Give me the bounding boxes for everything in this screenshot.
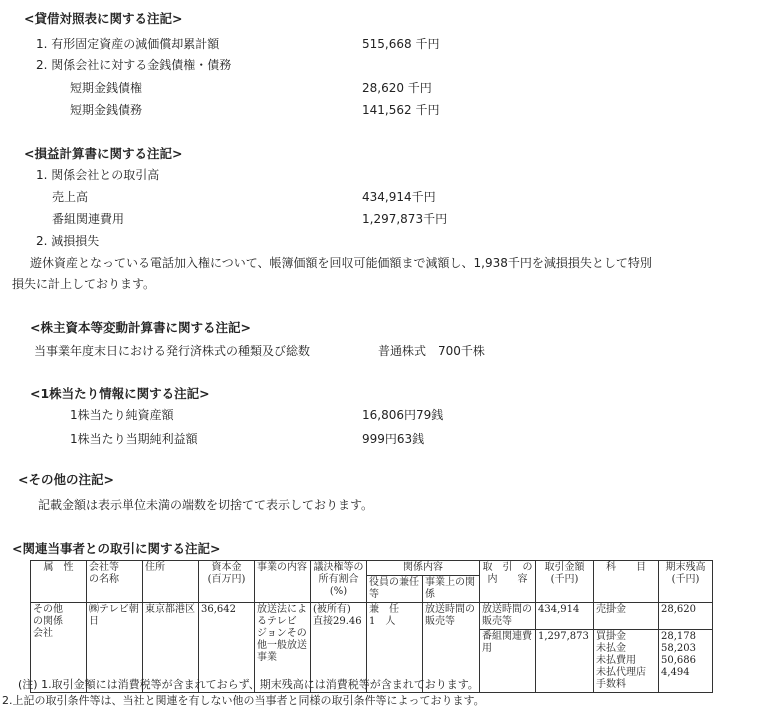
bs-sub2-label: 短期金銭債務 <box>70 103 143 117</box>
pershare-row1-value: 16,806円79銭 <box>362 408 444 422</box>
cell-account-1: 売掛金 <box>594 603 659 630</box>
cell-business-relation: 放送時間の 販売等 <box>423 603 480 693</box>
related-party-table-wrap <box>30 560 713 693</box>
pl-sub1-value: 434,914千円 <box>362 190 436 204</box>
equity-label: 当事業年度末日における発行済株式の種類及び総数 <box>34 344 311 358</box>
pershare-heading: <1株当たり情報に関する注記> <box>30 386 210 401</box>
cell-transaction-1: 放送時間の 販売等 <box>480 603 536 630</box>
header-relation: 関係内容 <box>367 561 480 576</box>
pl-paragraph-line1: 遊休資産となっている電話加入権について、帳簿価額を回収可能価額まで減額し、1,938千円を減損損失として特別 <box>30 256 652 270</box>
header-amount: 取引金額 (千円) <box>536 561 594 603</box>
header-officer: 役員の兼任 等 <box>367 576 423 603</box>
pl-sub1-label: 売上高 <box>52 190 89 204</box>
related-note-1: (注) 1.取引金額には消費税等が含まれておらず、期末残高には消費税等が含まれております。 <box>18 678 479 691</box>
table-header-row-1 <box>31 561 713 576</box>
bs-sub1-label: 短期金銭債権 <box>70 81 143 95</box>
cell-capital: 36,642 <box>199 603 255 693</box>
header-balance: 期末残高 (千円) <box>659 561 713 603</box>
bs-item1-value: 515,668 千円 <box>362 37 440 51</box>
cell-amount-2: 1,297,873 <box>536 630 594 693</box>
header-company-name: 会社等 の名称 <box>87 561 143 603</box>
pl-sub2-label: 番組関連費用 <box>52 212 125 226</box>
pl-paragraph-line2: 損失に計上しております。 <box>12 277 156 291</box>
cell-balance-1: 28,620 <box>659 603 713 630</box>
header-account: 科 目 <box>594 561 659 603</box>
header-attribute: 属 性 <box>31 561 87 603</box>
cell-company-name: ㈱テレビ朝 日 <box>87 603 143 693</box>
related-party-table <box>30 560 713 693</box>
pl-heading: <損益計算書に関する注記> <box>24 146 183 161</box>
bs-heading: <貸借対照表に関する注記> <box>24 11 183 26</box>
cell-business: 放送法によ るテレビ ジョンその 他一般放送 事業 <box>255 603 311 693</box>
cell-amount-1: 434,914 <box>536 603 594 630</box>
related-note-2: 2.上記の取引条件等は、当社と関連を有しない他の当事者と同様の取引条件等によっております。 <box>2 694 485 707</box>
header-business: 事業の内容 <box>255 561 311 603</box>
bs-sub1-value: 28,620 千円 <box>362 81 432 95</box>
header-transaction: 取 引 の 内 容 <box>480 561 536 603</box>
pershare-row2-label: 1株当たり当期純利益額 <box>70 432 198 446</box>
cell-address: 東京都港区 <box>143 603 199 693</box>
bs-sub2-value: 141,562 千円 <box>362 103 440 117</box>
cell-officer: 兼 任 1 人 <box>367 603 423 693</box>
header-capital: 資本金 (百万円) <box>199 561 255 603</box>
other-text: 記載金額は表示単位未満の端数を切捨てて表示しております。 <box>38 498 374 512</box>
pershare-row1-label: 1株当たり純資産額 <box>70 408 174 422</box>
header-voting: 議決権等の 所有割合 (%) <box>311 561 367 603</box>
cell-voting: (被所有) 直接29.46 <box>311 603 367 693</box>
pl-item1-label: 1. 関係会社との取引高 <box>36 168 160 182</box>
table-row <box>31 603 713 630</box>
header-address: 住所 <box>143 561 199 603</box>
header-business-relation: 事業上の関 係 <box>423 576 480 603</box>
equity-value: 普通株式 700千株 <box>378 344 485 358</box>
cell-attribute: その他 の関係 会社 <box>31 603 87 693</box>
bs-item2-label: 2. 関係会社に対する金銭債権・債務 <box>36 58 232 72</box>
cell-accounts-2: 買掛金 未払金 未払費用 未払代理店 手数料 <box>594 630 659 693</box>
pershare-row2-value: 999円63銭 <box>362 432 425 446</box>
cell-transaction-2: 番組関連費 用 <box>480 630 536 693</box>
equity-heading: <株主資本等変動計算書に関する注記> <box>30 320 251 335</box>
other-heading: <その他の注記> <box>18 472 114 487</box>
pl-item2-label: 2. 減損損失 <box>36 234 100 248</box>
related-heading: <関連当事者との取引に関する注記> <box>12 541 221 556</box>
cell-balances-2: 28,178 58,203 50,686 4,494 <box>659 630 713 693</box>
pl-sub2-value: 1,297,873千円 <box>362 212 448 226</box>
bs-item1-label: 1. 有形固定資産の減価償却累計額 <box>36 37 220 51</box>
